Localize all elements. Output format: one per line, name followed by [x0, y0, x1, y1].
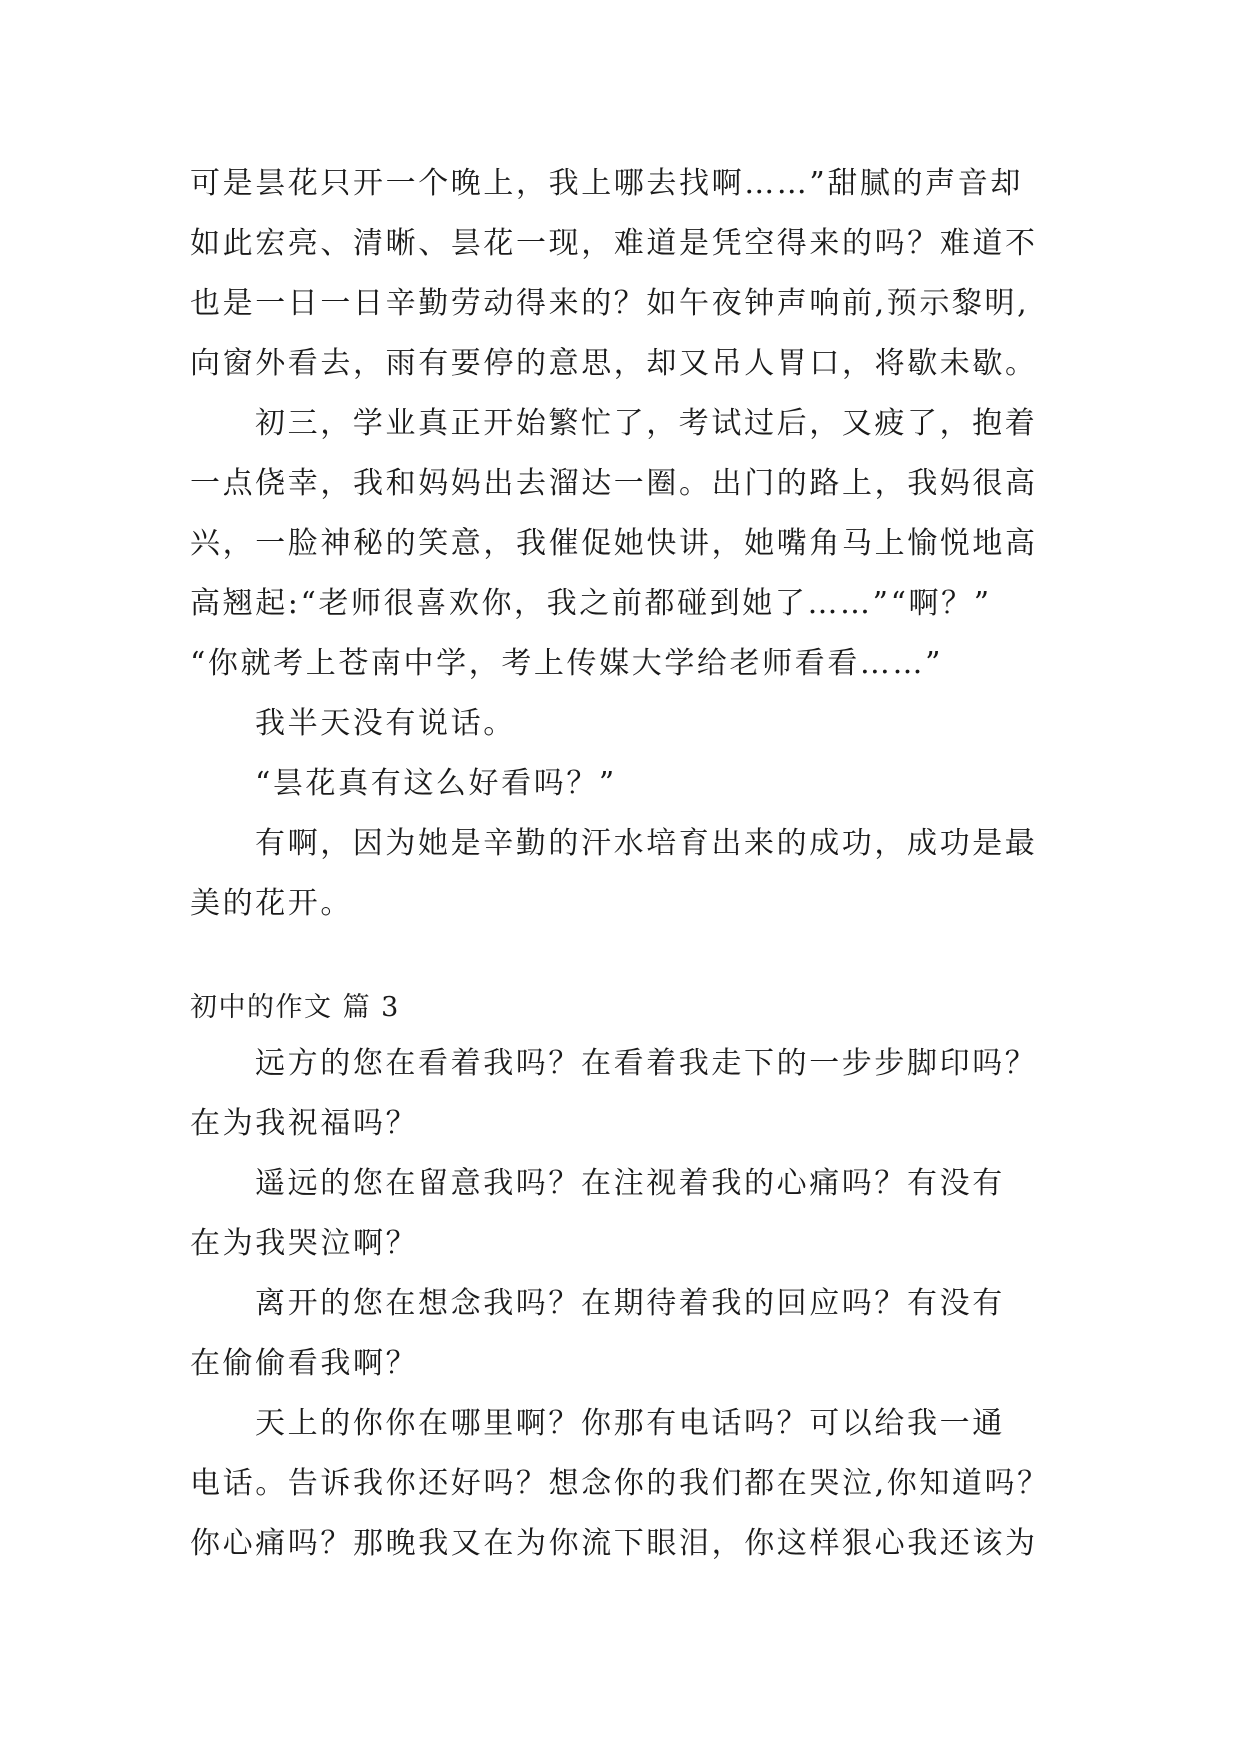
paragraph-line: 初三，学业真正开始繁忙了，考试过后，又疲了，抱着 [255, 406, 1038, 441]
paragraph-line: 远方的您在看着我吗？在看着我走下的一步步脚印吗？ [255, 1046, 1038, 1081]
section-heading: 初中的作文 篇 3 [190, 992, 400, 1023]
paragraph-line: 有啊，因为她是辛勤的汗水培育出来的成功，成功是最 [255, 826, 1038, 861]
paragraph-line: 在偷偷看我啊？ [190, 1346, 419, 1381]
paragraph-line: 如此宏亮、清晰、昙花一现，难道是凭空得来的吗？难道不 [190, 226, 1038, 261]
paragraph-line: 电话。告诉我你还好吗？想念你的我们都在哭泣,你知道吗？ [190, 1466, 1050, 1501]
paragraph-line: 你心痛吗？那晚我又在为你流下眼泪，你这样狠心我还该为 [190, 1526, 1038, 1561]
paragraph-line: 兴，一脸神秘的笑意，我催促她快讲，她嘴角马上愉悦地高 [190, 526, 1038, 561]
paragraph-line: 一点侥幸，我和妈妈出去溜达一圈。出门的路上，我妈很高 [190, 466, 1038, 501]
paragraph-line: 离开的您在想念我吗？在期待着我的回应吗？有没有 [255, 1286, 1005, 1321]
paragraph-line: 高翘起:“老师很喜欢你，我之前都碰到她了……”“啊？” [190, 586, 992, 621]
paragraph-line: 遥远的您在留意我吗？在注视着我的心痛吗？有没有 [255, 1166, 1005, 1201]
paragraph-line: 向窗外看去，雨有要停的意思，却又吊人胃口，将歇未歇。 [190, 346, 1038, 381]
paragraph-line: 在为我哭泣啊？ [190, 1226, 419, 1261]
paragraph-line: 天上的你你在哪里啊？你那有电话吗？可以给我一通 [255, 1406, 1005, 1441]
paragraph-line: 我半天没有说话。 [255, 706, 516, 741]
paragraph-line: “你就考上苍南中学，考上传媒大学给老师看看……” [190, 646, 944, 681]
paragraph-line: 可是昙花只开一个晚上，我上哪去找啊……”甜腻的声音却 [190, 166, 1023, 201]
paragraph-line: 美的花开。 [190, 886, 353, 921]
paragraph-line: 也是一日一日辛勤劳动得来的？如午夜钟声响前,预示黎明, [190, 286, 1030, 321]
paragraph-line: “昙花真有这么好看吗？” [255, 766, 617, 801]
paragraph-line: 在为我祝福吗？ [190, 1106, 419, 1141]
